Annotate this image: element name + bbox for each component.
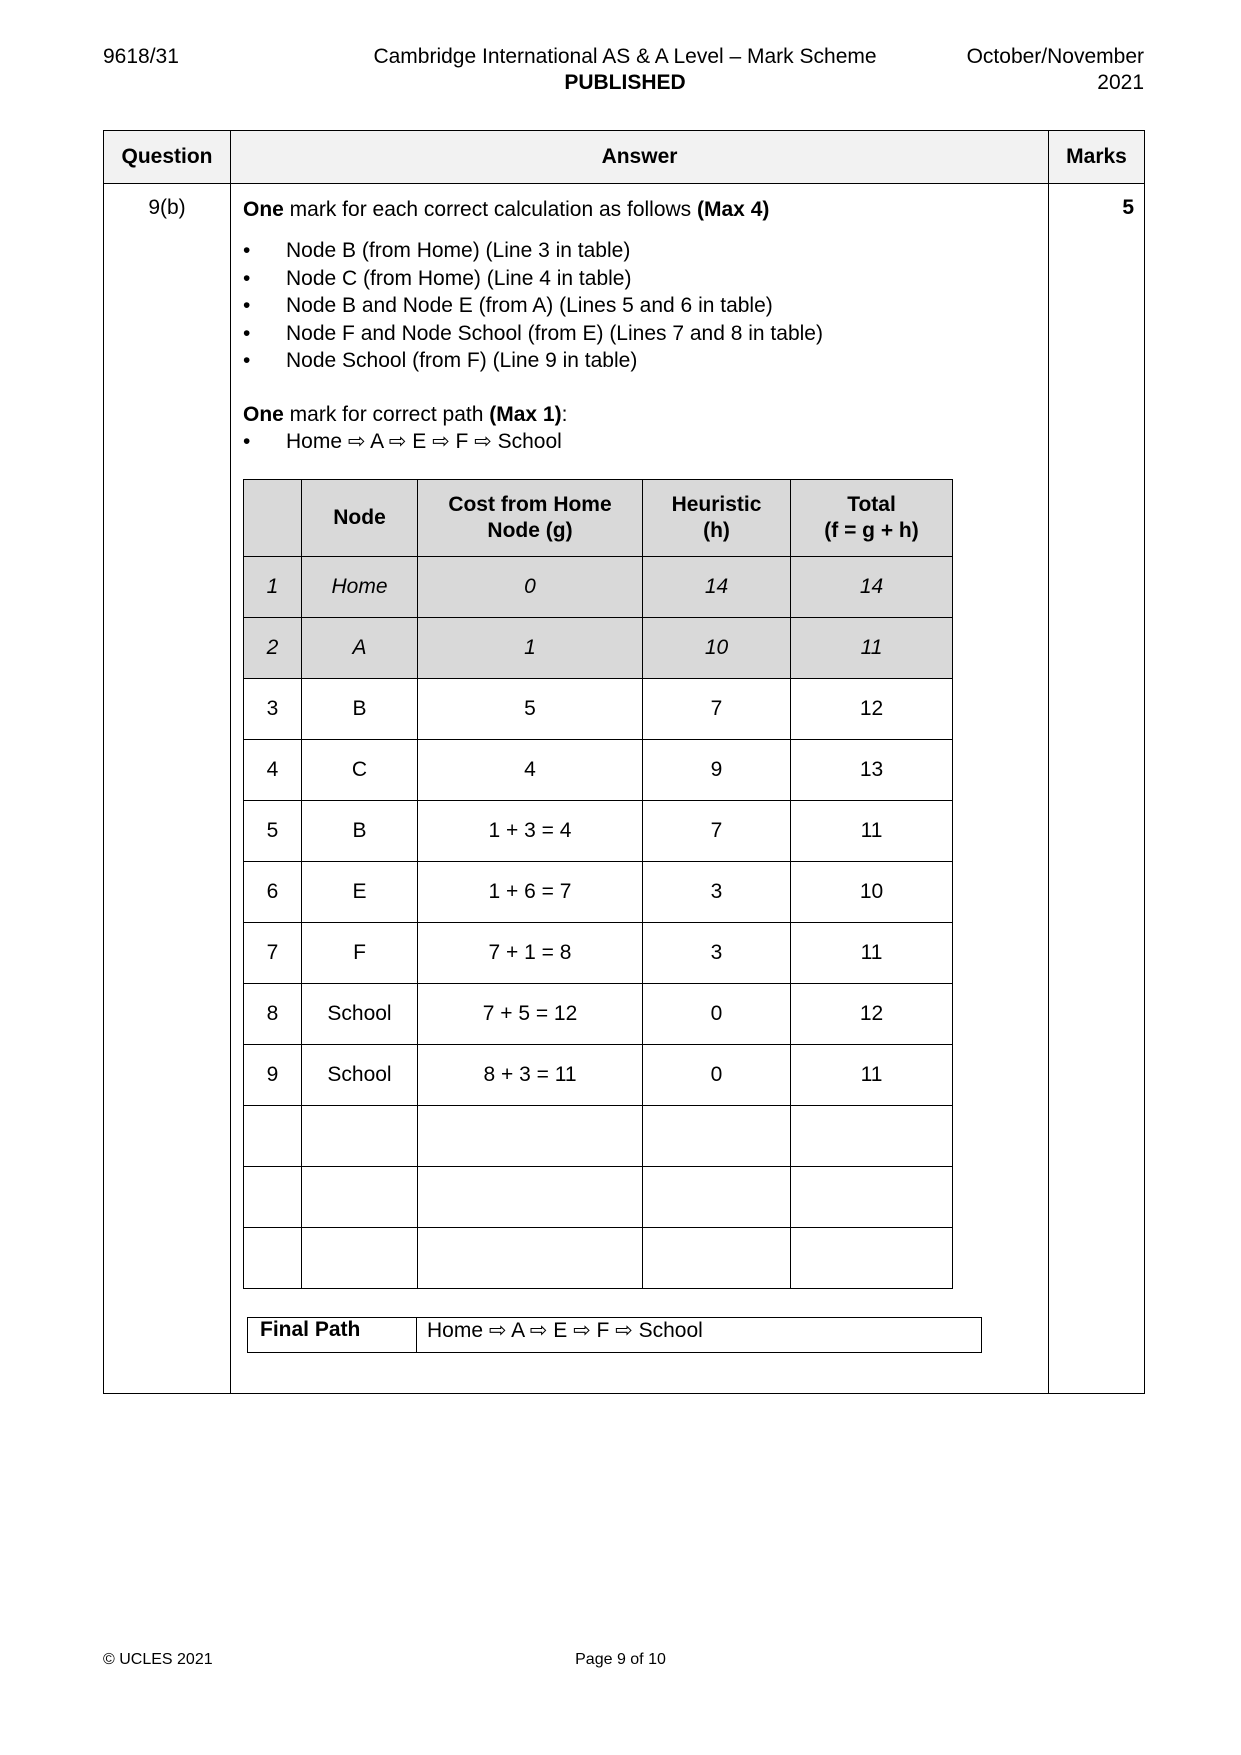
total-cell: 11 — [791, 923, 953, 984]
node-cell: E — [302, 862, 418, 923]
empty-row — [244, 1106, 953, 1167]
total-cell: 10 — [791, 862, 953, 923]
calc-intro — [243, 196, 1038, 223]
marks-value: 5 — [1049, 184, 1145, 1394]
table-row — [244, 984, 953, 1045]
row-number: 4 — [244, 740, 302, 801]
row-number: 7 — [244, 923, 302, 984]
node-header: Node — [302, 480, 418, 557]
heuristic-header — [643, 480, 791, 557]
node-cell: C — [302, 740, 418, 801]
heuristic-cell: 14 — [643, 557, 791, 618]
copyright: © UCLES 2021 — [103, 1651, 213, 1668]
cost-cell: 7 + 1 = 8 — [418, 923, 643, 984]
cost-cell: 4 — [418, 740, 643, 801]
path-intro-bold: One — [243, 402, 284, 426]
cost-cell: 1 — [418, 618, 643, 679]
published-label: PUBLISHED — [564, 71, 686, 94]
table-row — [244, 679, 953, 740]
answer-header: Answer — [231, 131, 1049, 184]
list-item: • Home ⇨ A ⇨ E ⇨ F ⇨ School — [243, 428, 1038, 456]
row-number: 2 — [244, 618, 302, 679]
total-cell: 12 — [791, 679, 953, 740]
table-row — [244, 1045, 953, 1106]
exam-session — [967, 44, 1144, 96]
path-list — [243, 428, 1038, 456]
path-intro-text: mark for correct path — [283, 402, 490, 426]
node-cell: Home — [302, 557, 418, 618]
heuristic-header-line2: (h) — [703, 518, 730, 542]
cost-cell: 1 + 6 = 7 — [418, 862, 643, 923]
path-intro — [243, 401, 1038, 428]
table-row — [244, 740, 953, 801]
calc-points-list — [243, 237, 1038, 375]
heuristic-cell: 0 — [643, 1045, 791, 1106]
table-row — [244, 801, 953, 862]
empty-row — [244, 1228, 953, 1289]
total-cell: 12 — [791, 984, 953, 1045]
empty-row — [244, 1167, 953, 1228]
cost-header — [418, 480, 643, 557]
session-year: 2021 — [1097, 71, 1144, 94]
node-cell: F — [302, 923, 418, 984]
heuristic-cell: 0 — [643, 984, 791, 1045]
heuristic-cell: 3 — [643, 862, 791, 923]
cost-cell: 8 + 3 = 11 — [418, 1045, 643, 1106]
node-cell: B — [302, 801, 418, 862]
heuristic-cell: 7 — [643, 801, 791, 862]
paper-code: 9618/31 — [103, 45, 179, 68]
row-number: 6 — [244, 862, 302, 923]
final-path-table — [247, 1317, 982, 1353]
list-item: • Node F and Node School (from E) (Lines 7 and 8 in table) — [243, 320, 1038, 348]
astar-table — [243, 479, 953, 1289]
total-cell: 11 — [791, 618, 953, 679]
row-number-header — [244, 480, 302, 557]
mark-scheme-table — [103, 130, 1145, 1394]
path-intro-colon: : — [561, 402, 568, 426]
cost-cell: 1 + 3 = 4 — [418, 801, 643, 862]
table-row — [244, 618, 953, 679]
table-row — [244, 923, 953, 984]
total-cell: 13 — [791, 740, 953, 801]
heuristic-cell: 3 — [643, 923, 791, 984]
question-row — [104, 184, 1145, 1394]
heuristic-cell: 7 — [643, 679, 791, 740]
row-number: 5 — [244, 801, 302, 862]
cost-cell: 5 — [418, 679, 643, 740]
heuristic-header-line1: Heuristic — [671, 492, 762, 516]
total-cell: 11 — [791, 1045, 953, 1106]
question-number: 9(b) — [104, 184, 231, 1394]
cost-header-line1: Cost from Home — [448, 492, 612, 516]
heuristic-cell: 9 — [643, 740, 791, 801]
session-text: October/November — [966, 45, 1144, 68]
total-header-line1: Total — [847, 492, 896, 516]
question-header: Question — [104, 131, 231, 184]
mark-scheme-header-row — [104, 131, 1145, 184]
final-path-label: Final Path — [248, 1318, 417, 1353]
answer-cell — [231, 184, 1049, 1394]
path-intro-max: (Max 1) — [489, 402, 562, 426]
cost-cell: 0 — [418, 557, 643, 618]
node-cell: School — [302, 1045, 418, 1106]
total-header-line2: (f = g + h) — [824, 518, 919, 542]
page-number: Page 9 of 10 — [575, 1651, 666, 1668]
total-header — [791, 480, 953, 557]
row-number: 9 — [244, 1045, 302, 1106]
node-cell: B — [302, 679, 418, 740]
table-row — [244, 862, 953, 923]
calc-intro-text: mark for each correct calculation as follows — [283, 198, 698, 221]
row-number: 8 — [244, 984, 302, 1045]
list-item: • Node B and Node E (from A) (Lines 5 and 6 in table) — [243, 292, 1038, 320]
cost-header-line2: Node (g) — [487, 518, 573, 542]
heuristic-cell: 10 — [643, 618, 791, 679]
document-title — [310, 44, 940, 96]
total-cell: 14 — [791, 557, 953, 618]
final-path-value: Home ⇨ A ⇨ E ⇨ F ⇨ School — [417, 1318, 982, 1353]
calc-intro-bold: One — [243, 198, 284, 221]
node-cell: School — [302, 984, 418, 1045]
title-text: Cambridge International AS & A Level – Mark Scheme — [373, 45, 877, 68]
calc-intro-max: (Max 4) — [697, 198, 770, 221]
table-row — [244, 557, 953, 618]
total-cell: 11 — [791, 801, 953, 862]
row-number: 1 — [244, 557, 302, 618]
list-item: • Node School (from F) (Line 9 in table) — [243, 347, 1038, 375]
row-number: 3 — [244, 679, 302, 740]
astar-header-row — [244, 480, 953, 557]
list-item: • Node B (from Home) (Line 3 in table) — [243, 237, 1038, 265]
cost-cell: 7 + 5 = 12 — [418, 984, 643, 1045]
marks-header: Marks — [1049, 131, 1145, 184]
list-item: • Node C (from Home) (Line 4 in table) — [243, 265, 1038, 293]
node-cell: A — [302, 618, 418, 679]
